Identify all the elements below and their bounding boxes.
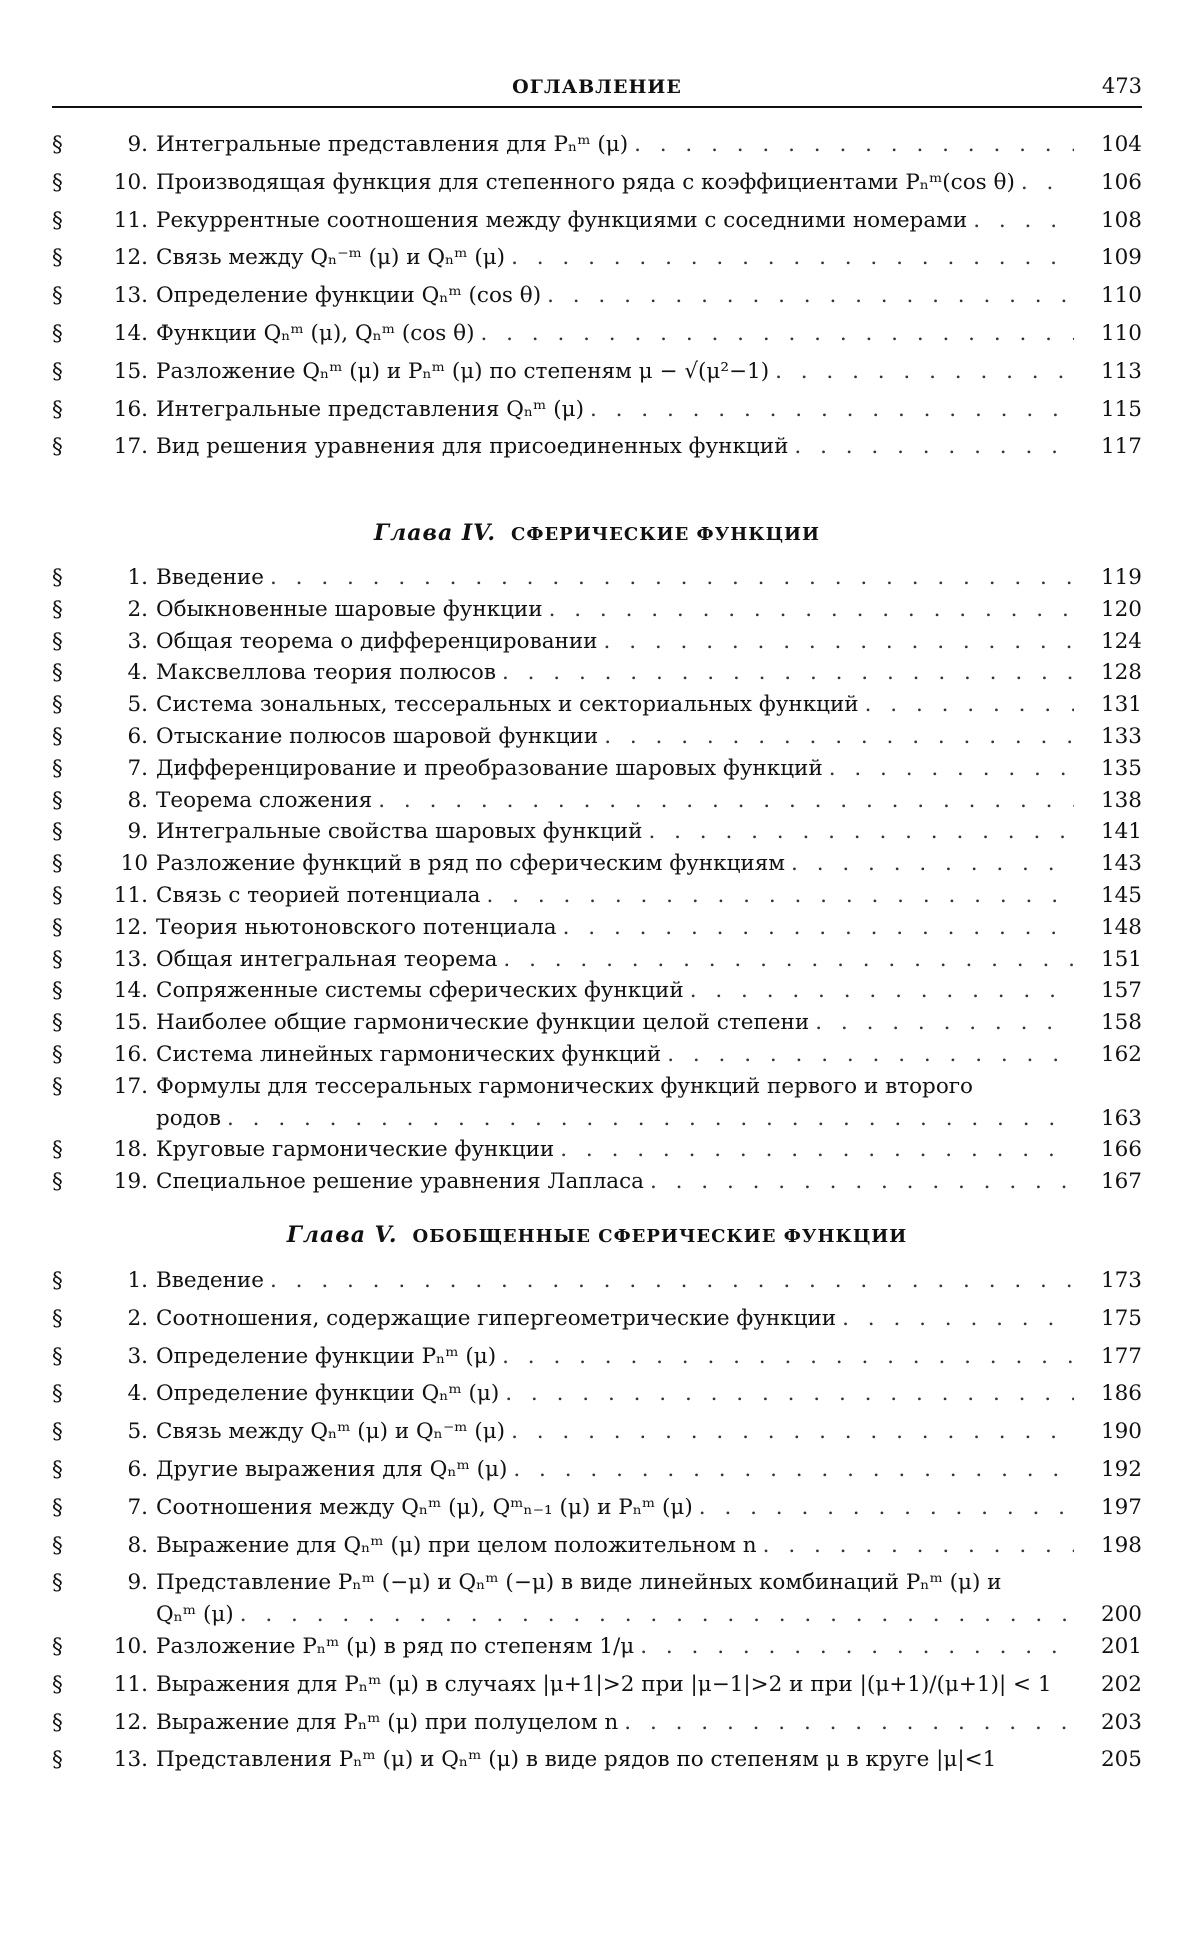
leader-dots	[624, 1710, 1074, 1736]
leader-dots	[763, 1533, 1074, 1559]
entry-page: 162	[1100, 1041, 1142, 1067]
toc-entry	[52, 1747, 1142, 1773]
toc-entry	[52, 883, 1142, 909]
entry-title: Рекуррентные соотношения между функциями с соседними номерами	[156, 207, 968, 233]
section-mark: §	[52, 1010, 63, 1036]
section-number: 14.	[113, 978, 148, 1004]
entry-title: Общая теорема о дифференцировании	[156, 628, 598, 654]
leader-dots	[240, 1602, 1074, 1628]
entry-page: 192	[1100, 1456, 1142, 1482]
leader-dots	[503, 947, 1074, 973]
entry-title-line2: родов	[156, 1105, 221, 1131]
toc-entry	[52, 1042, 1142, 1068]
chapter-title: ОБОБЩЕННЫЕ СФЕРИЧЕСКИЕ ФУНКЦИИ	[412, 1226, 908, 1247]
leader-dots	[604, 629, 1074, 655]
entry-title-line2: Qₙᵐ (μ)	[156, 1602, 234, 1628]
section-mark: §	[52, 358, 63, 384]
section-number: 9.	[127, 1570, 148, 1596]
toc-block-chapter5	[52, 1268, 1142, 1785]
section-number: 4.	[127, 660, 148, 686]
leader-dots	[815, 1010, 1074, 1036]
toc-entry	[52, 1457, 1142, 1483]
leader-dots	[690, 978, 1074, 1004]
entry-page: 186	[1100, 1381, 1142, 1407]
leader-dots	[511, 1419, 1074, 1445]
section-number: 18.	[113, 1137, 148, 1163]
toc-entry	[52, 915, 1142, 941]
section-mark: §	[52, 723, 63, 749]
entry-page: 109	[1100, 245, 1142, 271]
entry-title: Сопряженные системы сферических функций	[156, 978, 684, 1004]
leader-dots	[502, 1344, 1074, 1370]
toc-entry	[52, 208, 1142, 234]
entry-title: Разложение Qₙᵐ (μ) и Pₙᵐ (μ) по степеням μ − √(μ²−1)	[156, 358, 770, 384]
section-number: 9.	[127, 819, 148, 845]
entry-page: 133	[1100, 723, 1142, 749]
entry-page: 143	[1100, 851, 1142, 877]
section-mark: §	[52, 207, 63, 233]
entry-page: 145	[1100, 882, 1142, 908]
leader-dots	[699, 1495, 1074, 1521]
toc-entry	[52, 819, 1142, 845]
leader-dots	[270, 1268, 1074, 1294]
section-number: 6.	[127, 723, 148, 749]
entry-page: 166	[1100, 1137, 1142, 1163]
section-number: 2.	[127, 596, 148, 622]
section-mark: §	[52, 1570, 63, 1596]
chapter-number: Глава IV.	[373, 520, 497, 546]
section-mark: §	[52, 132, 63, 157]
toc-entry	[52, 1344, 1142, 1370]
toc-entry	[52, 1169, 1142, 1195]
entry-title: Специальное решение уравнения Лапласа	[156, 1169, 644, 1195]
entry-title: Система линейных гармонических функций	[156, 1041, 662, 1067]
section-mark: §	[52, 1671, 63, 1697]
entry-title: Максвеллова теория полюсов	[156, 660, 496, 686]
leader-dots	[634, 132, 1074, 158]
leader-dots	[505, 1381, 1074, 1407]
section-mark: §	[52, 1041, 63, 1067]
section-mark: §	[52, 1532, 63, 1558]
running-title: ОГЛАВЛЕНИЕ	[512, 76, 682, 98]
section-number: 3.	[127, 628, 148, 654]
leader-dots	[775, 359, 1074, 385]
page-header	[52, 72, 1142, 108]
section-number: 8.	[127, 787, 148, 813]
leader-dots	[549, 597, 1074, 623]
chapter-4-heading	[52, 520, 1142, 546]
leader-dots	[650, 1169, 1074, 1195]
entry-page: 205	[1100, 1747, 1142, 1773]
section-number: 17.	[113, 1073, 148, 1099]
section-number: 12.	[113, 245, 148, 271]
section-mark: §	[52, 978, 63, 1004]
toc-entry	[52, 1268, 1142, 1294]
section-number: 16.	[113, 396, 148, 422]
toc-block-chapter4	[52, 565, 1142, 1201]
entry-page: 197	[1100, 1494, 1142, 1520]
toc-entry	[52, 283, 1142, 309]
section-number: 15.	[113, 358, 148, 384]
section-number: 13.	[113, 946, 148, 972]
section-number: 11.	[113, 882, 148, 908]
entry-title: Система зональных, тессеральных и секториальных функций	[156, 692, 859, 718]
chapter-title: СФЕРИЧЕСКИЕ ФУНКЦИИ	[511, 524, 821, 545]
toc-entry	[52, 660, 1142, 686]
entry-page: 106	[1100, 169, 1142, 195]
section-number: 13.	[113, 1747, 148, 1773]
section-mark: §	[52, 1633, 63, 1659]
section-mark: §	[52, 628, 63, 654]
entry-page: 158	[1100, 1010, 1142, 1036]
section-mark: §	[52, 819, 63, 845]
section-number: 5.	[127, 1419, 148, 1445]
toc-entry	[52, 1672, 1142, 1698]
leader-dots	[640, 1634, 1074, 1660]
toc-block-chapter3-end	[52, 132, 1142, 472]
section-mark: §	[52, 283, 63, 309]
toc-entry	[52, 1533, 1142, 1559]
chapter-number: Глава V.	[286, 1222, 398, 1248]
toc-entry	[52, 397, 1142, 423]
entry-title: Разложение функций в ряд по сферическим функциям	[156, 851, 786, 877]
section-number: 13.	[113, 283, 148, 309]
leader-dots	[590, 397, 1074, 423]
section-number: 1.	[127, 1268, 148, 1293]
entry-title: Общая интегральная теорема	[156, 946, 498, 972]
toc-entry-multiline	[52, 1570, 1142, 1596]
toc-entry	[52, 756, 1142, 782]
entry-page: 177	[1100, 1343, 1142, 1369]
entry-title: Введение	[156, 565, 264, 590]
toc-entry	[52, 851, 1142, 877]
toc-entry	[52, 1634, 1142, 1660]
leader-dots	[648, 819, 1074, 845]
section-number: 3.	[127, 1343, 148, 1369]
entry-title: Определение функции Qₙᵐ (μ)	[156, 1381, 500, 1407]
section-mark: §	[52, 1169, 63, 1195]
toc-entry	[52, 1419, 1142, 1445]
section-number: 11.	[113, 1671, 148, 1697]
section-mark: §	[52, 1073, 63, 1099]
section-mark: §	[52, 1494, 63, 1520]
section-number: 10.	[113, 169, 148, 195]
entry-title: Обыкновенные шаровые функции	[156, 596, 543, 622]
entry-title: Дифференцирование и преобразование шаровых функций	[156, 755, 823, 781]
entry-page: 119	[1100, 565, 1142, 590]
toc-entry	[52, 597, 1142, 623]
section-mark: §	[52, 1305, 63, 1331]
section-mark: §	[52, 1343, 63, 1369]
entry-page: 148	[1100, 914, 1142, 940]
leader-dots	[486, 883, 1074, 909]
entry-page: 173	[1100, 1268, 1142, 1293]
toc-entry	[52, 132, 1142, 158]
toc-entry	[52, 1495, 1142, 1521]
entry-title: Выражение для Qₙᵐ (μ) при целом положительном n	[156, 1532, 757, 1558]
toc-entry-continuation	[52, 1106, 1142, 1132]
section-number: 5.	[127, 692, 148, 718]
entry-page: 175	[1100, 1305, 1142, 1331]
leader-dots	[563, 915, 1074, 941]
toc-entry	[52, 1137, 1142, 1163]
entry-title: Другие выражения для Qₙᵐ (μ)	[156, 1456, 508, 1482]
section-mark: §	[52, 755, 63, 781]
leader-dots	[1021, 170, 1074, 196]
entry-page: 163	[1100, 1105, 1142, 1131]
entry-title: Интегральные представления для Pₙᵐ (μ)	[156, 132, 629, 157]
entry-title: Введение	[156, 1268, 264, 1293]
chapter-5-heading	[52, 1222, 1142, 1248]
entry-page: 110	[1100, 320, 1142, 346]
entry-title: Производящая функция для степенного ряда с коэффициентами Pₙᵐ(cos θ)	[156, 169, 1015, 195]
toc-entry	[52, 1710, 1142, 1736]
entry-page: 190	[1100, 1419, 1142, 1445]
section-mark: §	[52, 1747, 63, 1773]
section-mark: §	[52, 882, 63, 908]
entry-page: 124	[1100, 628, 1142, 654]
leader-dots	[480, 321, 1074, 347]
page-number: 473	[1101, 74, 1142, 98]
toc-entry	[52, 1306, 1142, 1332]
entry-title: Вид решения уравнения для присоединенных функций	[156, 434, 789, 460]
leader-dots	[973, 208, 1074, 234]
toc-entry-multiline	[52, 1074, 1142, 1100]
leader-dots	[511, 245, 1074, 271]
section-number: 19.	[113, 1169, 148, 1195]
section-mark: §	[52, 692, 63, 718]
entry-title-line1: Формулы для тессеральных гармонических функций первого и второго	[156, 1073, 973, 1099]
section-number: 8.	[127, 1532, 148, 1558]
entry-page: 115	[1100, 396, 1142, 422]
section-mark: §	[52, 787, 63, 813]
section-number: 14.	[113, 320, 148, 346]
leader-dots	[378, 788, 1074, 814]
leader-dots	[604, 724, 1074, 750]
section-number: 7.	[127, 1494, 148, 1520]
entry-page: 135	[1100, 755, 1142, 781]
section-mark: §	[52, 245, 63, 271]
entry-title: Выражения для Pₙᵐ (μ) в случаях |μ+1|>2 при |μ−1|>2 и при |(μ+1)/(μ+1)| < 1	[156, 1671, 1052, 1697]
entry-title: Соотношения, содержащие гипергеометрические функции	[156, 1305, 837, 1331]
toc-entry	[52, 947, 1142, 973]
entry-page: 198	[1100, 1532, 1142, 1558]
leader-dots	[829, 756, 1074, 782]
entry-page: 104	[1100, 132, 1142, 157]
entry-title: Связь между Qₙ⁻ᵐ (μ) и Qₙᵐ (μ)	[156, 245, 506, 271]
section-mark: §	[52, 1137, 63, 1163]
section-number: 10.	[113, 1633, 148, 1659]
section-mark: §	[52, 565, 63, 590]
section-mark: §	[52, 1419, 63, 1445]
leader-dots	[270, 565, 1074, 591]
entry-page: 202	[1100, 1671, 1142, 1697]
entry-title: Наиболее общие гармонические функции целой степени	[156, 1010, 810, 1036]
entry-title-line1: Представление Pₙᵐ (−μ) и Qₙᵐ (−μ) в виде линейных комбинаций Pₙᵐ (μ) и	[156, 1570, 1002, 1596]
entry-title: Интегральные представления Qₙᵐ (μ)	[156, 396, 584, 422]
leader-dots	[502, 660, 1074, 686]
leader-dots	[227, 1106, 1074, 1132]
leader-dots	[667, 1042, 1074, 1068]
toc-entry	[52, 245, 1142, 271]
entry-title: Связь между Qₙᵐ (μ) и Qₙ⁻ᵐ (μ)	[156, 1419, 506, 1445]
section-mark: §	[52, 596, 63, 622]
section-number: 6.	[127, 1456, 148, 1482]
toc-entry	[52, 788, 1142, 814]
entry-title: Представления Pₙᵐ (μ) и Qₙᵐ (μ) в виде рядов по степеням μ в круге |μ|<1	[156, 1747, 997, 1773]
entry-page: 110	[1100, 283, 1142, 309]
entry-title: Теорема сложения	[156, 787, 373, 813]
entry-page: 167	[1100, 1169, 1142, 1195]
leader-dots	[547, 283, 1074, 309]
section-mark: §	[52, 434, 63, 460]
entry-title: Функции Qₙᵐ (μ), Qₙᵐ (cos θ)	[156, 320, 475, 346]
entry-page: 128	[1100, 660, 1142, 686]
section-mark: §	[52, 1709, 63, 1735]
entry-title: Интегральные свойства шаровых функций	[156, 819, 643, 845]
section-number: 10	[120, 851, 148, 877]
entry-title: Разложение Pₙᵐ (μ) в ряд по степеням 1/μ	[156, 1633, 635, 1659]
section-number: 1.	[127, 565, 148, 590]
entry-title: Определение функции Qₙᵐ (cos θ)	[156, 283, 542, 309]
entry-page: 113	[1100, 358, 1142, 384]
entry-title: Выражение для Pₙᵐ (μ) при полуцелом n	[156, 1709, 619, 1735]
section-number: 16.	[113, 1041, 148, 1067]
entry-title: Соотношения между Qₙᵐ (μ), Qᵐₙ₋₁ (μ) и Pₙᵐ (μ)	[156, 1494, 693, 1520]
section-number: 7.	[127, 755, 148, 781]
toc-entry	[52, 321, 1142, 347]
section-number: 2.	[127, 1305, 148, 1331]
section-mark: §	[52, 946, 63, 972]
entry-page: 120	[1100, 596, 1142, 622]
entry-page: 200	[1100, 1602, 1142, 1628]
toc-entry	[52, 978, 1142, 1004]
section-mark: §	[52, 320, 63, 346]
section-number: 4.	[127, 1381, 148, 1407]
section-mark: §	[52, 396, 63, 422]
leader-dots	[865, 692, 1074, 718]
toc-entry	[52, 434, 1142, 460]
section-mark: §	[52, 169, 63, 195]
section-number: 17.	[113, 434, 148, 460]
toc-entry	[52, 629, 1142, 655]
entry-title: Связь с теорией потенциала	[156, 882, 481, 908]
section-mark: §	[52, 1456, 63, 1482]
entry-title: Круговые гармонические функции	[156, 1137, 555, 1163]
toc-entry-continuation	[52, 1602, 1142, 1628]
entry-page: 117	[1100, 434, 1142, 460]
entry-title: Определение функции Pₙᵐ (μ)	[156, 1343, 497, 1369]
entry-page: 151	[1100, 946, 1142, 972]
entry-title: Отыскание полюсов шаровой функции	[156, 723, 599, 749]
entry-page: 157	[1100, 978, 1142, 1004]
leader-dots	[560, 1137, 1074, 1163]
entry-page: 203	[1100, 1709, 1142, 1735]
toc-entry	[52, 1010, 1142, 1036]
leader-dots	[513, 1457, 1074, 1483]
section-mark: §	[52, 1268, 63, 1293]
section-number: 12.	[113, 914, 148, 940]
section-mark: §	[52, 1381, 63, 1407]
section-mark: §	[52, 851, 63, 877]
toc-entry	[52, 692, 1142, 718]
toc-entry	[52, 170, 1142, 196]
section-number: 12.	[113, 1709, 148, 1735]
section-number: 11.	[113, 207, 148, 233]
leader-dots	[791, 851, 1074, 877]
section-number: 9.	[127, 132, 148, 157]
entry-page: 131	[1100, 692, 1142, 718]
leader-dots	[842, 1306, 1074, 1332]
toc-entry	[52, 359, 1142, 385]
entry-page: 201	[1100, 1633, 1142, 1659]
toc-entry	[52, 724, 1142, 750]
entry-page: 138	[1100, 787, 1142, 813]
entry-page: 141	[1100, 819, 1142, 845]
section-mark: §	[52, 660, 63, 686]
entry-page: 108	[1100, 207, 1142, 233]
leader-dots	[794, 434, 1074, 460]
toc-entry	[52, 1381, 1142, 1407]
section-mark: §	[52, 914, 63, 940]
section-number: 15.	[113, 1010, 148, 1036]
entry-title: Теория ньютоновского потенциала	[156, 914, 557, 940]
toc-entry	[52, 565, 1142, 591]
